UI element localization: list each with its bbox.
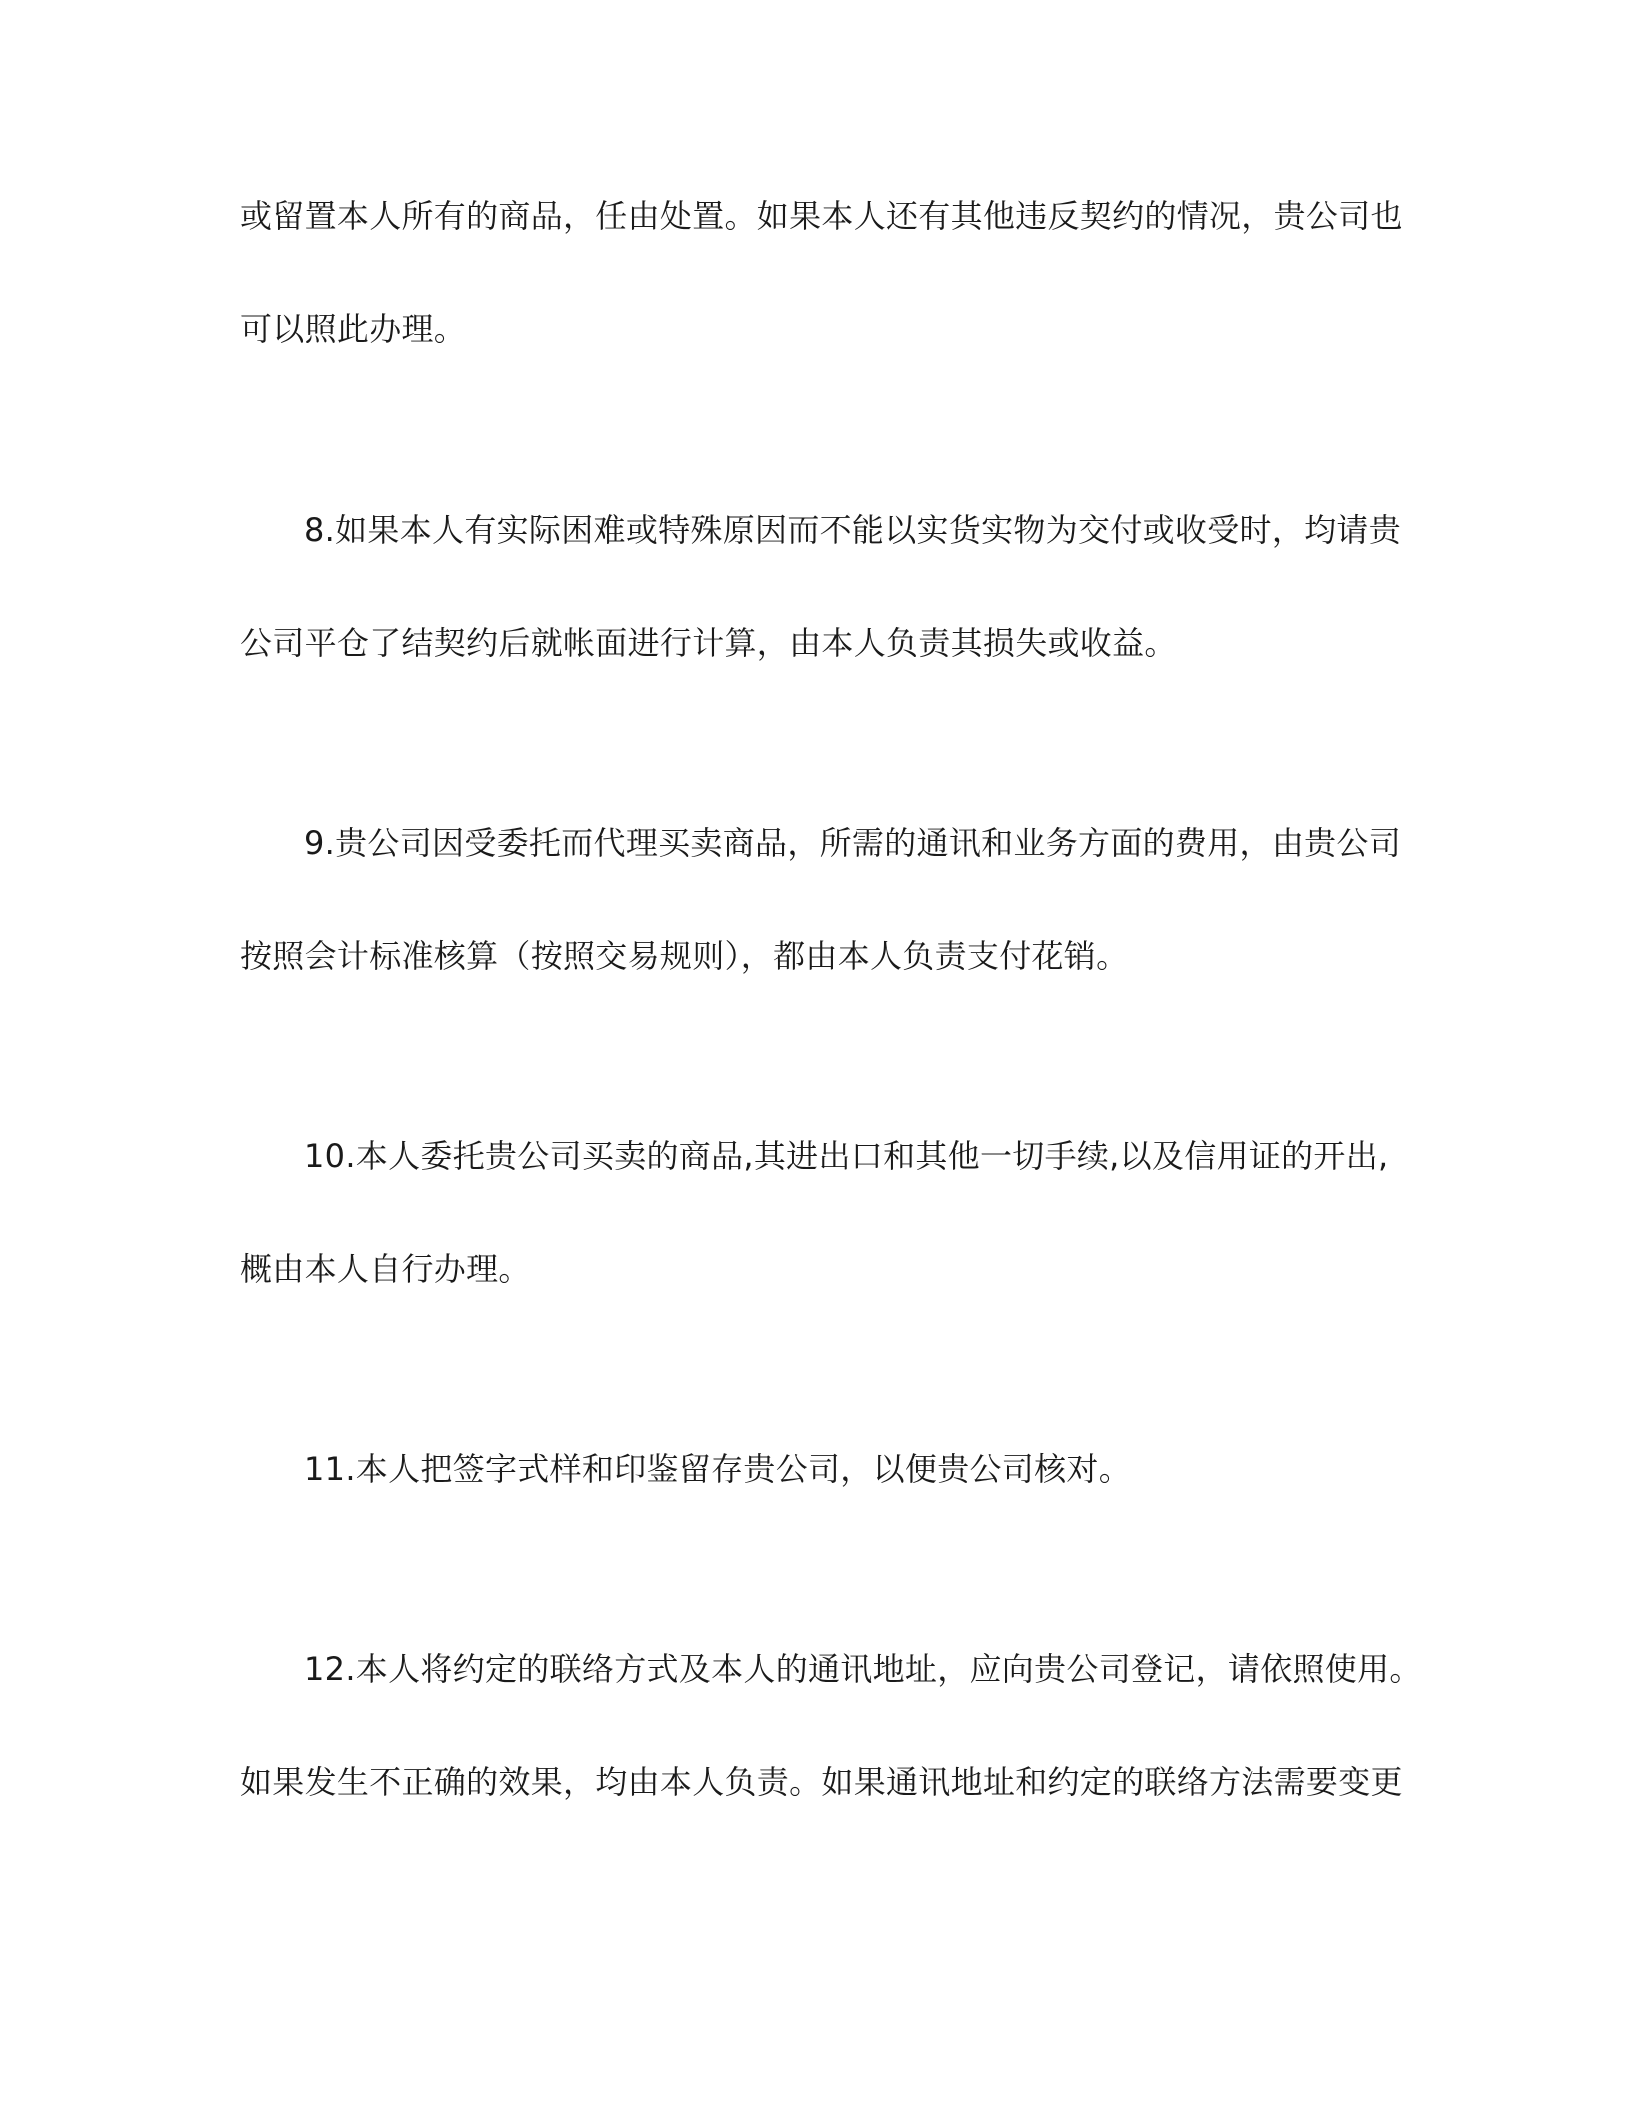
paragraph-7-line-3: 可以照此办理。 xyxy=(240,310,467,348)
paragraph-8-line-1: 8.如果本人有实际困难或特殊原因而不能以实货实物为交付或收受时，均请贵 xyxy=(304,511,1402,549)
paragraph-10-line-2: 概由本人自行办理。 xyxy=(240,1250,531,1288)
paragraph-8-line-2: 公司平仓了结契约后就帐面进行计算，由本人负责其损失或收益。 xyxy=(240,624,1177,662)
paragraph-12-line-1: 12.本人将约定的联络方式及本人的通讯地址，应向贵公司登记，请依照使用。 xyxy=(304,1650,1422,1688)
paragraph-12-line-2: 如果发生不正确的效果，均由本人负责。如果通讯地址和约定的联络方法需要变更 xyxy=(240,1763,1403,1801)
paragraph-10-line-1: 10.本人委托贵公司买卖的商品,其进出口和其他一切手续,以及信用证的开出, xyxy=(304,1137,1389,1175)
paragraph-9-line-2: 按照会计标准核算（按照交易规则），都由本人负责支付花销。 xyxy=(240,937,1129,975)
paragraph-11-line-1: 11.本人把签字式样和印鉴留存贵公司，以便贵公司核对。 xyxy=(304,1450,1131,1488)
paragraph-9-line-1: 9.贵公司因受委托而代理买卖商品，所需的通讯和业务方面的费用，由贵公司 xyxy=(304,824,1402,862)
paragraph-7-line-2: 或留置本人所有的商品，任由处置。如果本人还有其他违反契约的情况，贵公司也 xyxy=(240,197,1403,235)
